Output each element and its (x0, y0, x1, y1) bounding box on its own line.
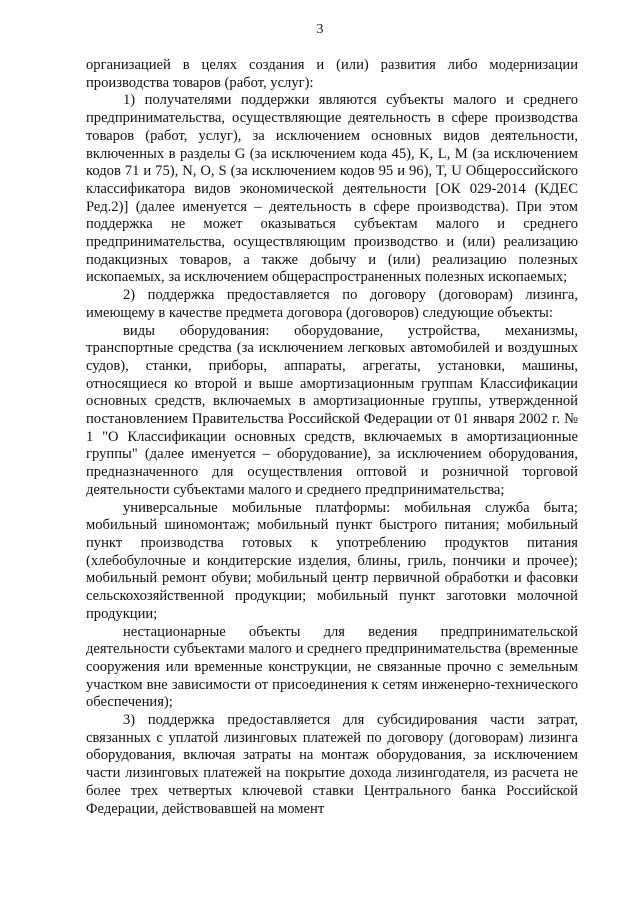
paragraph-non-stationary-objects: нестационарные объекты для ведения предпринимательской деятельности субъектами малого и среднего предпринимательства (временные сооружения или временные конструкции, не связанные прочно с земельным участком вне зависимости от присоединения к сетям инженерно-технического обеспечения); (86, 623, 578, 711)
paragraph-item-2-leasing: 2) поддержка предоставляется по договору (договорам) лизинга, имеющему в качестве предмета договора (договоров) следующие объекты: (86, 287, 578, 321)
paragraph-equipment-types: виды оборудования: оборудование, устройства, механизмы, транспортные средства (за исключением легковых автомобилей и воздушных судов), станки, приборы, аппараты, агрегаты, установки, машины, относящиеся ко второй и выше амортизационным группам Классификации основных средств, включаемых в амортизационные группы, утвержденной постановлением Правительства Российской Федерации от 01 января 2002 г. № 1 "О Классификации основных средств, включаемых в амортизационные группы" (далее именуется – оборудование), за исключением оборудования, предназначенного для осуществления оптовой и розничной торговой деятельности субъектами малого и среднего предпринимательства; (86, 322, 578, 498)
paragraph-intro-continuation: организацией в целях создания и (или) развития либо модернизации производства товаров (работ, услуг): (86, 57, 578, 91)
paragraph-item-3-subsidy: 3) поддержка предоставляется для субсидирования части затрат, связанных с уплатой лизинговых платежей по договору (договорам) лизинга оборудования, включая затраты на монтаж оборудования, за исключением части лизинговых платежей на покрытие дохода лизингодателя, из расчета не более трех четвертых ключевой ставки Центрального банка Российской Федерации, действовавшей на момент (86, 712, 578, 817)
paragraph-item-1-recipients: 1) получателями поддержки являются субъекты малого и среднего предпринимательства, осуществляющие деятельность в сфере производства товаров (работ, услуг), за исключением основных видов деятельности, включенных в разделы G (за исключением кода 45), K, L, M (за исключением кодов 71 и 75), N, O, S (за исключением кодов 95 и 96), T, U Общероссийского классификатора видов экономической деятельности [ОК 029-2014 (КДЕС Ред.2)] (далее именуется – деятельность в сфере производства). При этом поддержка не может оказываться субъектам малого и среднего предпринимательства, осуществляющим производство и (или) реализацию подакцизных товаров, а также добычу и (или) реализацию полезных ископаемых, за исключением общераспространенных полезных ископаемых; (86, 92, 578, 286)
paragraph-mobile-platforms: универсальные мобильные платформы: мобильная служба быта; мобильный шиномонтаж; мобильный пункт быстрого питания; мобильный пункт производства готовых к употреблению продуктов питания (хлебобулочные и кондитерские изделия, блины, гриль, пончики и прочее); мобильный ремонт обуви; мобильный центр первичной обработки и фасовки сельскохозяйственной продукции; мобильный пункт заготовки молочной продукции; (86, 499, 578, 622)
document-body (86, 57, 578, 818)
page-number: 3 (316, 22, 324, 37)
